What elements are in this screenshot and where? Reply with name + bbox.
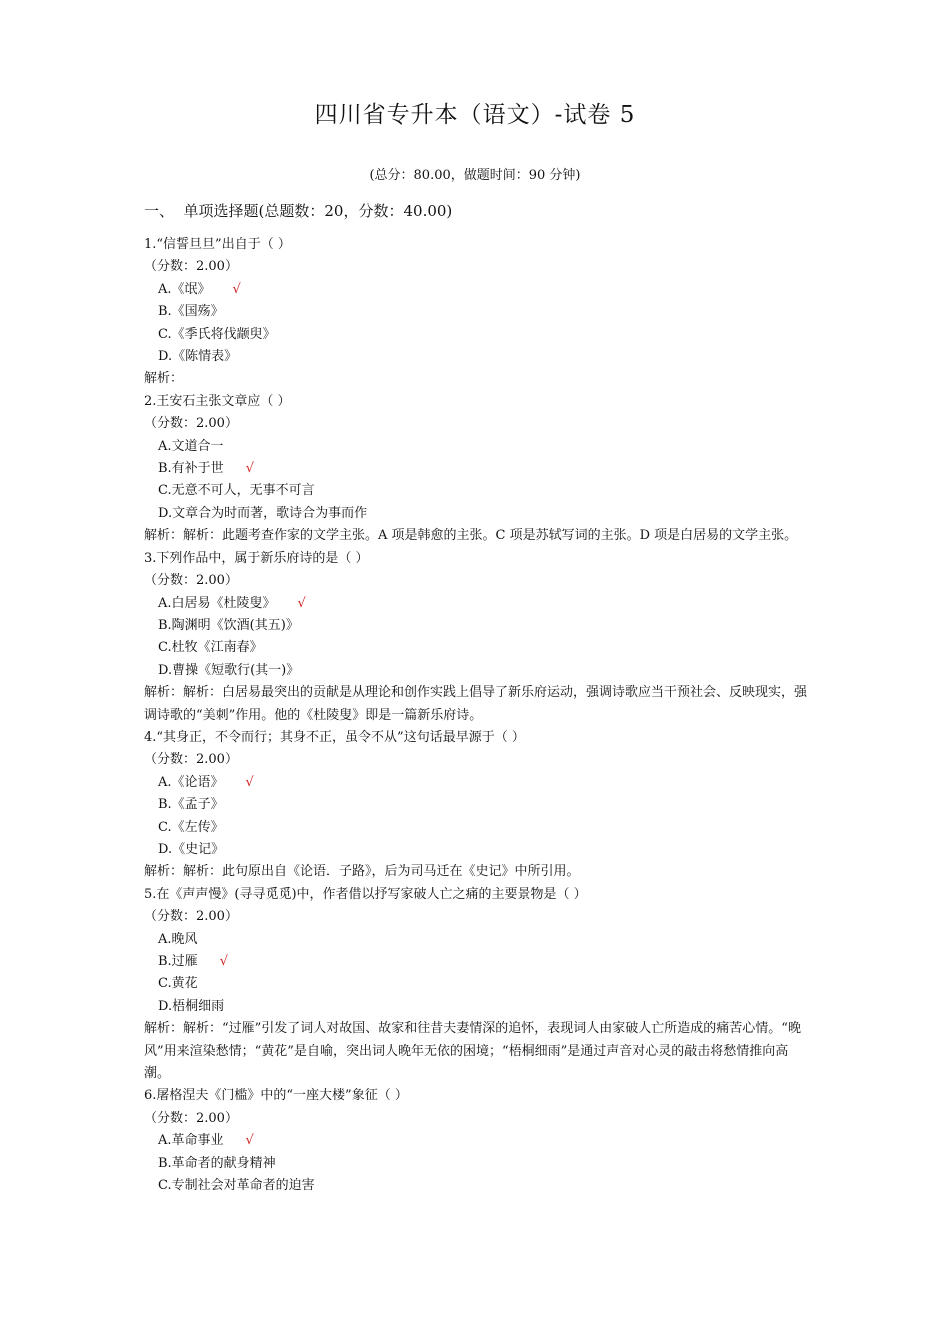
explanation: 解析：解析：“过雁”引发了词人对故国、故家和往昔夫妻情深的追怀，表现词人由家破人亡所造成的痛苦心情。“晚风”用来渲染愁情；“黄花”是自喻，突出词人晚年无依的困境；“梧桐细雨”是通过声音对心灵的敲击将愁情推向高潮。: [144, 1021, 801, 1082]
question-score: （分数：2.00）: [144, 259, 238, 275]
answer-option: C.黄花: [158, 976, 198, 992]
explanation: 解析：解析：此题考查作家的文学主张。A 项是韩愈的主张。C 项是苏轼写词的主张。D 项是白居易的文学主张。: [144, 528, 798, 544]
question-item: [144, 391, 814, 548]
doc-subtitle: (总分：80.00，做题时间：90 分钟): [369, 168, 581, 183]
answer-option: D.梧桐细雨: [158, 998, 225, 1014]
question-score: （分数：2.00）: [144, 416, 238, 432]
answer-option: B.陶渊明《饮酒(其五)》: [158, 617, 299, 633]
answer-option: C.《季氏将伐颛臾》: [158, 326, 276, 342]
answer-option: B.《国殇》: [158, 304, 224, 320]
correct-check-icon: √: [245, 461, 254, 477]
question-item: [144, 1085, 814, 1197]
question-list: [144, 234, 814, 1197]
question-stem: 2.王安石主张文章应（ ）: [144, 393, 291, 409]
answer-option: D.曹操《短歌行(其一)》: [158, 662, 300, 678]
answer-option: D.《史记》: [158, 841, 225, 857]
answer-option: A.文道合一: [158, 438, 224, 454]
question-stem: 6.屠格涅夫《门槛》中的“一座大楼”象征（ ）: [144, 1088, 408, 1104]
question-score: （分数：2.00）: [144, 752, 238, 768]
question-item: [144, 727, 814, 884]
question-item: [144, 548, 814, 727]
answer-option: A.《论语》 √: [158, 774, 254, 790]
answer-option: B.《孟子》: [158, 797, 224, 813]
section-heading: 一、 单项选择题(总题数：20，分数：40.00): [144, 202, 453, 220]
question-item: [144, 884, 814, 1086]
explanation: 解析：: [144, 371, 184, 387]
answer-option: A.晚风: [158, 931, 198, 947]
question-stem: 3.下列作品中，属于新乐府诗的是（ ）: [144, 550, 369, 566]
answer-option: C.杜牧《江南春》: [158, 640, 263, 656]
answer-option: D.文章合为时而著，歌诗合为事而作: [158, 505, 368, 521]
question-score: （分数：2.00）: [144, 573, 238, 589]
answer-option: C.专制社会对革命者的迫害: [158, 1178, 315, 1194]
answer-option: D.《陈情表》: [158, 349, 238, 365]
correct-check-icon: √: [232, 281, 241, 297]
correct-check-icon: √: [219, 954, 228, 969]
answer-option: B.有补于世 √: [158, 461, 254, 477]
answer-option: C.《左传》: [158, 819, 224, 835]
question-item: [144, 234, 814, 391]
question-stem: 4.“其身正，不令而行；其身不正，虽令不从”这句话最早源于（ ）: [144, 729, 525, 745]
correct-check-icon: √: [245, 774, 254, 790]
answer-option: B.过雁 √: [158, 954, 228, 969]
explanation: 解析：解析：此句原出自《论语．子路》，后为司马迁在《史记》中所引用。: [144, 864, 580, 880]
question-stem: 5.在《声声慢》(寻寻觅觅)中，作者借以抒写家破人亡之痛的主要景物是（ ）: [144, 886, 587, 902]
answer-option: A.《氓》 √: [158, 281, 241, 297]
answer-option: B.革命者的献身精神: [158, 1155, 276, 1171]
question-stem: 1.“信誓旦旦”出自于（ ）: [144, 237, 291, 252]
question-score: （分数：2.00）: [144, 1110, 238, 1126]
answer-option: A.革命事业 √: [158, 1133, 254, 1149]
question-score: （分数：2.00）: [144, 909, 238, 925]
doc-title: 四川省专升本（语文）-试卷 5: [314, 102, 636, 128]
explanation: 解析：解析：白居易最突出的贡献是从理论和创作实践上倡导了新乐府运动，强调诗歌应当干预社会、反映现实，强调诗歌的“美刺”作用。他的《杜陵叟》即是一篇新乐府诗。: [144, 685, 808, 723]
correct-check-icon: √: [245, 1133, 254, 1149]
correct-check-icon: √: [297, 595, 306, 611]
answer-option: A.白居易《杜陵叟》 √: [158, 595, 306, 611]
answer-option: C.无意不可人，无事不可言: [158, 483, 315, 499]
